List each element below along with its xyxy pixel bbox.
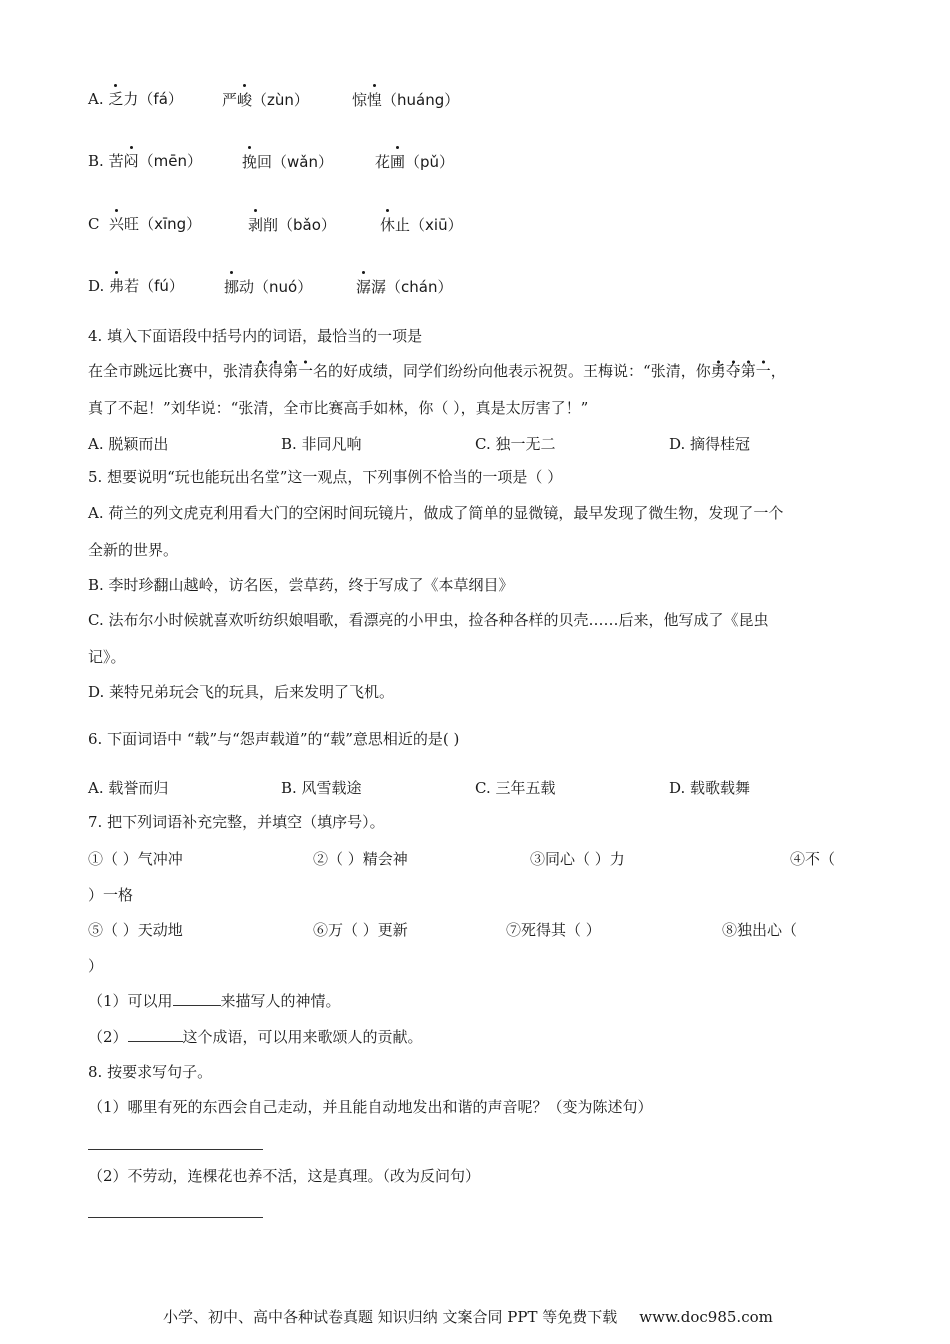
- q5-option-a-line-2: 全新的世界。: [88, 541, 179, 559]
- q8-sub-2: （2）不劳动，连棵花也养不活，这是真理。（改为反问句）: [88, 1167, 481, 1185]
- q7-item-1: ①（ ）气冲冲: [88, 850, 183, 868]
- q4-option-d: D. 摘得桂冠: [669, 435, 751, 453]
- q3-option-d-3: 潺潺（chán）: [356, 278, 453, 296]
- q4-passage-line-1: 在全市跳远比赛中，张清获得第一名的好成绩，同学们纷纷向他表示祝贺。王梅说：“张清，你勇夺第一，: [88, 362, 786, 380]
- q8-stem: 8. 按要求写句子。: [88, 1063, 213, 1081]
- q4-passage-line-2: 真了不起！”刘华说：“张清，全市比赛高手如林，你（ ），真是太厉害了！”: [88, 399, 589, 417]
- q5-option-c-line-2: 记》。: [88, 648, 126, 666]
- q7-item-6: ⑥万（ ）更新: [313, 921, 408, 939]
- answer-line-1[interactable]: [88, 1149, 263, 1150]
- emphasized-char: 挽: [242, 153, 258, 171]
- emphasized-char: 闷: [123, 152, 139, 170]
- q6-stem: 6. 下面词语中 “载”与“怨声载道”的“载”意思相近的是( ): [88, 730, 460, 748]
- answer-blank[interactable]: [173, 991, 221, 1006]
- q5-option-a-line-1: A. 荷兰的列文虎克利用看大门的空闲时间玩镜片，做成了简单的显微镜，最早发现了微生物，发现了一个: [88, 504, 784, 522]
- q7-sub-2: （2） 这个成语，可以用来歌颂人的贡献。: [88, 1028, 423, 1046]
- q7-item-8-cont: ）: [88, 957, 104, 975]
- q5-option-b: B. 李时珍翻山越岭，访名医，尝草药，终于写成了《本草纲目》: [88, 576, 514, 594]
- footer-url[interactable]: www.doc985.com: [639, 1308, 773, 1326]
- q3-option-d-2: 挪动（nuó）: [224, 278, 313, 296]
- q6-option-d: D. 载歌载舞: [669, 779, 751, 797]
- emphasized-char: 弗: [109, 277, 125, 295]
- q4-stem: 4. 填入下面语段中括号内的词语，最恰当的一项是: [88, 327, 423, 345]
- page-footer: [163, 1306, 773, 1327]
- q6-option-b: B. 风雪载途: [281, 779, 362, 797]
- q7-stem: 7. 把下列词语补充完整，并填空（填序号）。: [88, 813, 385, 831]
- q7-item-8: ⑧独出心（: [722, 921, 798, 939]
- q3-option-a-2: 严峻（zùn）: [222, 91, 309, 109]
- q7-item-2: ②（ ）精会神: [313, 850, 408, 868]
- q3-option-b: B. 苦闷（mēn）: [88, 152, 202, 170]
- q7-item-3: ③同心（ ）力: [530, 850, 625, 868]
- q7-sub-1: （1）可以用 来描写人的神情。: [88, 992, 341, 1010]
- q3-option-c: C 兴旺（xīng）: [88, 215, 202, 233]
- emphasized-char: 兴: [109, 215, 125, 233]
- q3-option-b-2: 挽回（wǎn）: [242, 153, 333, 171]
- q7-item-5: ⑤（ ）天动地: [88, 921, 183, 939]
- emphasized-char: 惶: [367, 91, 383, 109]
- q7-item-4-cont: ）一格: [88, 886, 134, 904]
- emphasized-char: 乏: [108, 90, 124, 108]
- answer-line-2[interactable]: [88, 1217, 263, 1218]
- q8-sub-1: （1）哪里有死的东西会自己走动，并且能自动地发出和谐的声音呢？（变为陈述句）: [88, 1098, 653, 1116]
- emphasized-char: 挪: [224, 278, 240, 296]
- q3-option-b-3: 花圃（pǔ）: [375, 153, 455, 171]
- q4-option-c: C. 独一无二: [475, 435, 556, 453]
- q3-option-c-2: 剥削（bǎo）: [248, 216, 336, 234]
- emphasized-char: 圃: [390, 153, 406, 171]
- q3-option-a: A. 乏力（fá）: [88, 90, 183, 108]
- emphasized-char: 潺: [356, 278, 372, 296]
- answer-blank[interactable]: [128, 1027, 183, 1042]
- q4-option-b: B. 非同凡响: [281, 435, 362, 453]
- q6-option-a: A. 载誉而归: [88, 779, 169, 797]
- q5-stem: 5. 想要说明“玩也能玩出名堂”这一观点，下列事例不恰当的一项是（ ）: [88, 468, 563, 486]
- q7-item-7: ⑦死得其（ ）: [506, 921, 601, 939]
- emphasized-char: 休: [380, 216, 396, 234]
- q5-option-c-line-1: C. 法布尔小时候就喜欢听纺织娘唱歌，看漂亮的小甲虫，捡各种各样的贝壳……后来，他写成了《昆虫: [88, 611, 769, 629]
- q4-emphasis-1: 获得第一: [253, 362, 314, 380]
- q3-option-d: D. 弗若（fú）: [88, 277, 184, 295]
- q3-option-c-3: 休止（xiū）: [380, 216, 463, 234]
- emphasized-char: 剥: [248, 216, 264, 234]
- q4-option-a: A. 脱颖而出: [88, 435, 169, 453]
- q6-option-c: C. 三年五载: [475, 779, 556, 797]
- q7-item-4: ④不（: [790, 850, 836, 868]
- footer-text: 小学、初中、高中各种试卷真题 知识归纳 文案合同 PPT 等免费下载: [163, 1308, 618, 1326]
- emphasized-char: 峻: [237, 91, 253, 109]
- q3-option-a-3: 惊惶（huáng）: [352, 91, 460, 109]
- q5-option-d: D. 莱特兄弟玩会飞的玩具，后来发明了飞机。: [88, 683, 395, 701]
